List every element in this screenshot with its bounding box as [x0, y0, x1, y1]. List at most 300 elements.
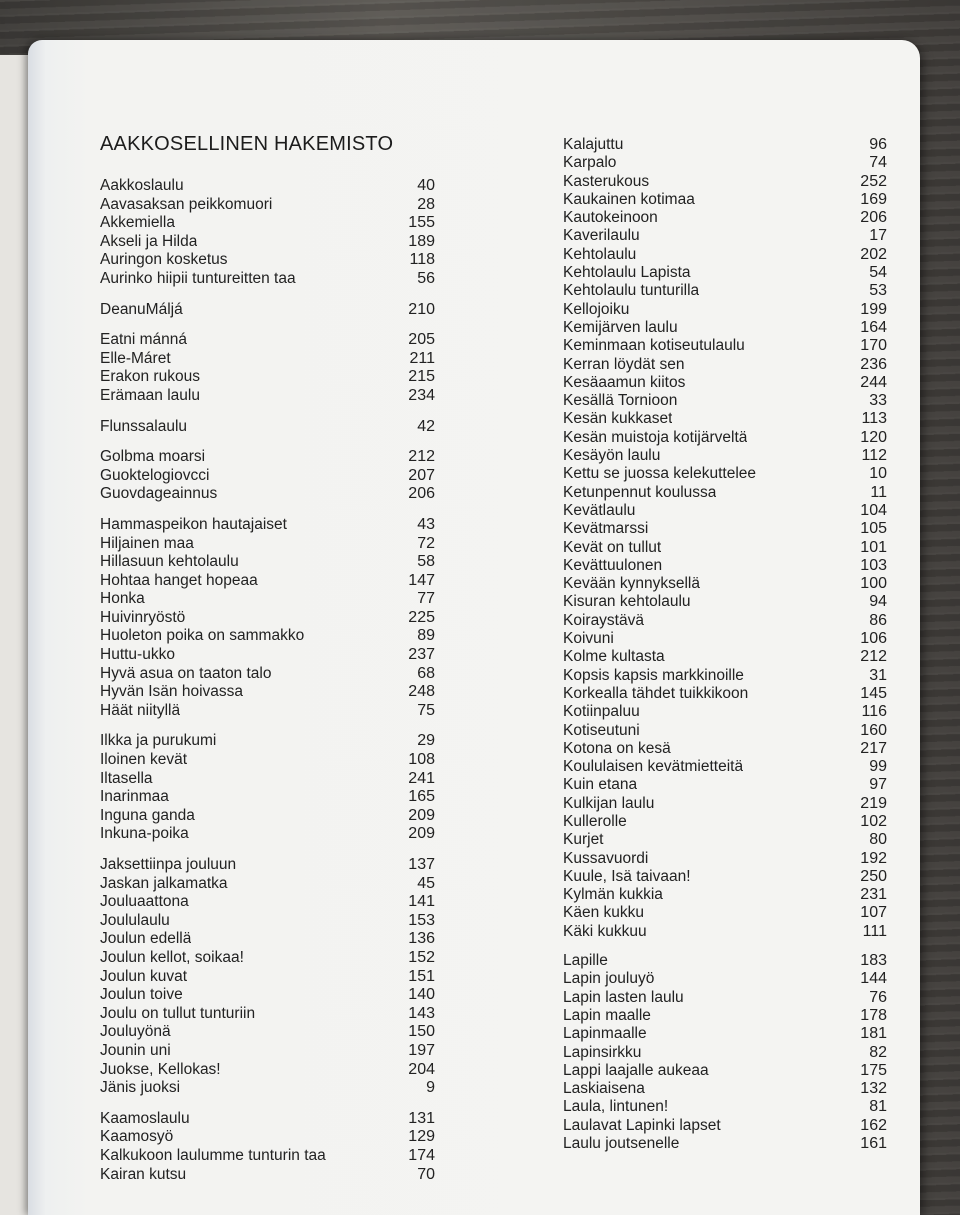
- index-entry: [563, 465, 887, 483]
- index-entry: [100, 590, 435, 609]
- page-number: 170: [860, 337, 887, 355]
- index-entry: [563, 484, 887, 502]
- index-entry: [563, 301, 887, 319]
- page-number: 248: [408, 683, 435, 701]
- song-title: Kellojoiku: [563, 300, 630, 318]
- page-number: 94: [869, 593, 887, 611]
- index-entry: [100, 331, 435, 350]
- index-entry: [100, 251, 435, 270]
- index-group: [100, 1110, 435, 1184]
- song-title: Honka: [100, 590, 145, 608]
- song-title: Hammaspeikon hautajaiset: [100, 515, 287, 533]
- page-number: 108: [408, 751, 435, 769]
- song-title: Ilkka ja purukumi: [100, 732, 217, 750]
- song-title: Keminmaan kotiseutulaulu: [563, 337, 745, 355]
- song-title: Kevään kynnyksellä: [563, 575, 700, 593]
- page-number: 120: [860, 428, 887, 446]
- page-number: 152: [408, 948, 435, 966]
- page-number: 206: [408, 485, 435, 503]
- page-number: 76: [869, 988, 887, 1006]
- index-entry: [100, 1079, 435, 1098]
- index-entry: [563, 593, 887, 611]
- page-number: 56: [417, 269, 435, 287]
- index-entry: [100, 893, 435, 912]
- song-title: Koululaisen kevätmietteitä: [563, 758, 744, 776]
- index-entry: [100, 233, 435, 252]
- index-entry: [563, 1117, 887, 1135]
- page-number: 209: [408, 806, 435, 824]
- song-title: Kuule, Isä taivaan!: [563, 867, 691, 885]
- page-number: 212: [860, 648, 887, 666]
- index-entry: [563, 886, 887, 904]
- song-title: Laula, lintunen!: [563, 1098, 669, 1116]
- song-title: Kevätlaulu: [563, 501, 636, 519]
- page-number: 97: [869, 776, 887, 794]
- index-entry: [100, 270, 435, 289]
- page-number: 17: [869, 227, 887, 245]
- song-title: Hillasuun kehtolaulu: [100, 553, 239, 571]
- page-number: 231: [860, 886, 887, 904]
- index-entry: [563, 722, 887, 740]
- page-number: 131: [408, 1109, 435, 1127]
- page-number: 197: [408, 1041, 435, 1059]
- song-title: Kisuran kehtolaulu: [563, 593, 691, 611]
- index-entry: [563, 429, 887, 447]
- page-number: 199: [860, 300, 887, 318]
- page-number: 10: [869, 465, 887, 483]
- song-title: Kuin etana: [563, 776, 638, 794]
- index-group: [100, 418, 435, 437]
- song-title: Kesällä Tornioon: [563, 392, 678, 410]
- index-entry: [563, 154, 887, 172]
- index-group: [100, 177, 435, 289]
- page-number: 106: [860, 630, 887, 648]
- page-number: 101: [860, 538, 887, 556]
- song-title: Kotiseutuni: [563, 721, 640, 739]
- index-entry: [100, 702, 435, 721]
- index-entry: [563, 209, 887, 227]
- index-entry: [100, 627, 435, 646]
- index-entry: [100, 1147, 435, 1166]
- page-number: 53: [869, 282, 887, 300]
- page-number: 181: [860, 1025, 887, 1043]
- song-title: Lapinsirkku: [563, 1043, 642, 1061]
- index-entry: [563, 703, 887, 721]
- index-entry: [100, 751, 435, 770]
- index-group: [563, 952, 887, 1153]
- index-entry: [563, 970, 887, 988]
- index-entry: [100, 646, 435, 665]
- song-title: Aakkoslaulu: [100, 177, 184, 194]
- song-title: Guoktelogiovcci: [100, 466, 210, 484]
- song-title: Kehtolaulu Lapista: [563, 264, 691, 282]
- index-entry: [563, 136, 887, 154]
- page-number: 140: [408, 986, 435, 1004]
- song-title: Kerran löydät sen: [563, 355, 685, 373]
- index-entry: [563, 447, 887, 465]
- page-number: 161: [860, 1135, 887, 1153]
- song-title: Hyvän Isän hoivassa: [100, 683, 244, 701]
- song-title: Hohtaa hanget hopeaa: [100, 571, 258, 589]
- song-title: Eatni mánná: [100, 331, 188, 349]
- song-title: Kurjet: [563, 831, 604, 849]
- page-number: 215: [408, 368, 435, 386]
- song-title: Käki kukkuu: [563, 922, 647, 940]
- song-title: Kalkukoon laulumme tunturin taa: [100, 1146, 326, 1164]
- page-number: 72: [417, 534, 435, 552]
- song-title: Joulu on tullut tunturiin: [100, 1004, 256, 1022]
- song-title: Kullerolle: [563, 812, 627, 830]
- page-number: 144: [860, 970, 887, 988]
- song-title: Laskiaisena: [563, 1080, 645, 1098]
- song-title: Kautokeinoon: [563, 209, 658, 227]
- page-number: 77: [417, 590, 435, 608]
- song-title: Inkuna-poika: [100, 825, 189, 843]
- song-title: Koivuni: [563, 630, 614, 648]
- page-number: 75: [417, 701, 435, 719]
- index-entry: [563, 173, 887, 191]
- page-number: 202: [860, 245, 887, 263]
- page-number: 234: [408, 386, 435, 404]
- page-number: 33: [869, 392, 887, 410]
- song-title: Kesäaamun kiitos: [563, 373, 686, 391]
- page-number: 225: [408, 608, 435, 626]
- song-title: Jänis juoksi: [100, 1079, 181, 1097]
- page-number: 9: [426, 1079, 435, 1097]
- index-entry: [563, 1098, 887, 1116]
- index-entry: [563, 1044, 887, 1062]
- song-title: Guovdageainnus: [100, 485, 218, 503]
- song-title: Flunssalaulu: [100, 417, 188, 435]
- page-number: 192: [860, 849, 887, 867]
- song-title: Huttu-ukko: [100, 646, 175, 664]
- song-title: Golbma moarsi: [100, 448, 206, 466]
- page-number: 189: [408, 232, 435, 250]
- page-number: 236: [860, 355, 887, 373]
- song-title: Elle-Máret: [100, 349, 171, 367]
- index-entry: [563, 1025, 887, 1043]
- index-entry: [563, 1062, 887, 1080]
- index-entry: [563, 502, 887, 520]
- song-title: Korkealla tähdet tuikkikoon: [563, 684, 749, 702]
- song-title: Kehtolaulu tunturilla: [563, 282, 700, 300]
- song-title: Kevättuulonen: [563, 556, 663, 574]
- page-number: 241: [408, 769, 435, 787]
- index-entry: [563, 1080, 887, 1098]
- page-number: 151: [408, 967, 435, 985]
- index-entry: [100, 1042, 435, 1061]
- index-entry: [563, 989, 887, 1007]
- song-title: Jouluyönä: [100, 1023, 171, 1041]
- page-number: 11: [870, 483, 887, 501]
- song-title: Hiljainen maa: [100, 534, 194, 552]
- index-column-right: [563, 136, 887, 1164]
- song-title: Jaksettiinpa jouluun: [100, 856, 237, 873]
- song-title: Kulkijan laulu: [563, 794, 655, 812]
- song-title: Kevätmarssi: [563, 520, 649, 538]
- song-title: Lapille: [563, 952, 608, 970]
- page-number: 96: [869, 136, 887, 153]
- index-entry: [563, 831, 887, 849]
- index-entry: [100, 467, 435, 486]
- song-title: Erämaan laulu: [100, 386, 200, 404]
- index-entry: [563, 740, 887, 758]
- song-title: Huivinryöstö: [100, 608, 186, 626]
- index-entry: [100, 214, 435, 233]
- index-entry: [563, 795, 887, 813]
- song-title: Kesäyön laulu: [563, 447, 661, 465]
- song-title: Huoleton poika on sammakko: [100, 627, 305, 645]
- page-number: 155: [408, 214, 435, 232]
- page-number: 183: [860, 952, 887, 970]
- page-number: 107: [860, 904, 887, 922]
- page-number: 206: [860, 209, 887, 227]
- index-entry: [563, 667, 887, 685]
- song-title: Aurinko hiipii tuntureitten taa: [100, 269, 296, 287]
- index-group: [100, 516, 435, 721]
- page-number: 136: [408, 930, 435, 948]
- index-entry: [563, 191, 887, 209]
- page-number: 28: [417, 195, 435, 213]
- index-entry: [100, 683, 435, 702]
- page-number: 219: [860, 794, 887, 812]
- page-number: 45: [417, 874, 435, 892]
- index-entry: [563, 520, 887, 538]
- song-title: Jaskan jalkamatka: [100, 874, 228, 892]
- page-number: 204: [408, 1060, 435, 1078]
- index-entry: [563, 1007, 887, 1025]
- index-entry: [100, 930, 435, 949]
- page-number: 212: [408, 448, 435, 466]
- song-title: Kevät on tullut: [563, 538, 662, 556]
- song-title: Juokse, Kellokas!: [100, 1060, 221, 1078]
- song-title: Lapin jouluyö: [563, 970, 655, 988]
- page-number: 175: [860, 1061, 887, 1079]
- song-title: Joulun edellä: [100, 930, 192, 948]
- song-title: Erakon rukous: [100, 368, 200, 386]
- index-entry: [100, 949, 435, 968]
- song-title: Jouluaattona: [100, 893, 189, 911]
- index-entry: [100, 1166, 435, 1185]
- index-entry: [100, 1023, 435, 1042]
- index-entry: [100, 301, 435, 320]
- page-number: 147: [408, 571, 435, 589]
- page-number: 244: [860, 373, 887, 391]
- song-title: Kotiinpaluu: [563, 703, 640, 721]
- page-number: 141: [408, 893, 435, 911]
- index-entry: [100, 856, 435, 875]
- song-title: Akkemiella: [100, 214, 175, 232]
- page-number: 100: [860, 575, 887, 593]
- index-group: [563, 136, 887, 941]
- index-entry: [100, 825, 435, 844]
- index-entry: [563, 776, 887, 794]
- page-number: 178: [860, 1006, 887, 1024]
- index-entry: [100, 968, 435, 987]
- song-title: Kaverilaulu: [563, 227, 640, 245]
- song-title: Joulun toive: [100, 986, 183, 1004]
- song-title: Kussavuordi: [563, 849, 649, 867]
- index-entry: [100, 807, 435, 826]
- page-number: 89: [417, 627, 435, 645]
- index-entry: [100, 368, 435, 387]
- index-entry: [100, 535, 435, 554]
- index-entry: [563, 923, 887, 941]
- page-number: 211: [409, 349, 435, 367]
- index-entry: [563, 356, 887, 374]
- song-title: Aavasaksan peikkomuori: [100, 195, 273, 213]
- index-entry: [563, 392, 887, 410]
- page-number: 82: [869, 1043, 887, 1061]
- index-entry: [563, 612, 887, 630]
- song-title: Kemijärven laulu: [563, 318, 678, 336]
- index-group: [100, 856, 435, 1098]
- index-entry: [563, 868, 887, 886]
- index-entry: [100, 553, 435, 572]
- song-title: Kesän kukkaset: [563, 410, 673, 428]
- page-number: 237: [408, 646, 435, 664]
- index-entry: [100, 609, 435, 628]
- index-entry: [563, 374, 887, 392]
- index-heading: AAKKOSELLINEN HAKEMISTO: [100, 133, 394, 155]
- index-group: [100, 448, 435, 504]
- song-title: Kasterukous: [563, 172, 650, 190]
- index-entry: [563, 850, 887, 868]
- song-title: Iloinen kevät: [100, 751, 188, 769]
- index-entry: [563, 246, 887, 264]
- index-group: [100, 301, 435, 320]
- page-number: 31: [869, 666, 887, 684]
- index-entry: [100, 788, 435, 807]
- page-number: 42: [417, 417, 435, 435]
- index-entry: [563, 227, 887, 245]
- song-title: Koiraystävä: [563, 611, 644, 629]
- song-title: Kalajuttu: [563, 136, 624, 153]
- song-title: Ketunpennut koulussa: [563, 483, 717, 501]
- page-number: 29: [417, 732, 435, 750]
- song-title: Käen kukku: [563, 904, 644, 922]
- index-entry: [563, 904, 887, 922]
- song-title: Lapinmaalle: [563, 1025, 647, 1043]
- index-entry: [100, 387, 435, 406]
- song-title: Kopsis kapsis markkinoille: [563, 666, 744, 684]
- index-entry: [100, 732, 435, 751]
- index-entry: [100, 1128, 435, 1147]
- song-title: Kolme kultasta: [563, 648, 665, 666]
- song-title: Kaamosyö: [100, 1128, 174, 1146]
- song-title: Kairan kutsu: [100, 1165, 187, 1183]
- page-number: 58: [417, 553, 435, 571]
- page-number: 54: [869, 264, 887, 282]
- page-number: 112: [861, 447, 887, 465]
- page-number: 132: [860, 1080, 887, 1098]
- song-title: DeanuMáljá: [100, 300, 183, 318]
- index-entry: [100, 516, 435, 535]
- index-entry: [563, 557, 887, 575]
- facing-page-edge: [0, 55, 31, 1215]
- index-entry: [563, 539, 887, 557]
- song-title: Kaukainen kotimaa: [563, 190, 695, 208]
- song-title: Kaamoslaulu: [100, 1109, 190, 1127]
- page-number: 80: [869, 831, 887, 849]
- index-entry: [563, 813, 887, 831]
- page-number: 145: [860, 684, 887, 702]
- index-entry: [100, 485, 435, 504]
- song-title: Joulun kuvat: [100, 967, 188, 985]
- index-entry: [100, 572, 435, 591]
- page-number: 70: [417, 1165, 435, 1183]
- song-title: Kylmän kukkia: [563, 886, 663, 904]
- page-number: 210: [408, 300, 435, 318]
- index-entry: [563, 319, 887, 337]
- page-number: 103: [860, 556, 887, 574]
- page-number: 113: [861, 410, 887, 428]
- index-entry: [100, 448, 435, 467]
- index-entry: [563, 630, 887, 648]
- index-entry: [100, 665, 435, 684]
- page-number: 99: [869, 758, 887, 776]
- page-number: 209: [408, 825, 435, 843]
- page-number: 137: [408, 856, 435, 873]
- index-entry: [100, 1110, 435, 1129]
- page-number: 217: [860, 739, 887, 757]
- song-title: Jounin uni: [100, 1041, 171, 1059]
- index-entry: [100, 770, 435, 789]
- index-entry: [100, 196, 435, 215]
- index-entry: [100, 418, 435, 437]
- index-group: [100, 331, 435, 405]
- page-number: 164: [860, 318, 887, 336]
- page-number: 68: [417, 664, 435, 682]
- page-number: 205: [408, 331, 435, 349]
- index-entry: [563, 575, 887, 593]
- song-title: Akseli ja Hilda: [100, 232, 198, 250]
- index-column-left: [100, 177, 435, 1196]
- index-entry: [100, 1061, 435, 1080]
- song-title: Auringon kosketus: [100, 251, 228, 269]
- page-number: 169: [860, 190, 887, 208]
- index-group: [100, 732, 435, 844]
- index-entry: [100, 986, 435, 1005]
- song-title: Joulun kellot, soikaa!: [100, 948, 244, 966]
- song-title: Iltasella: [100, 769, 153, 787]
- page-number: 150: [408, 1023, 435, 1041]
- page-number: 250: [860, 867, 887, 885]
- song-title: Lapin lasten laulu: [563, 988, 684, 1006]
- index-entry: [563, 282, 887, 300]
- song-title: Häät niityllä: [100, 701, 181, 719]
- song-title: Inguna ganda: [100, 806, 195, 824]
- song-title: Kesän muistoja kotijärveltä: [563, 428, 748, 446]
- page-number: 102: [860, 812, 887, 830]
- song-title: Kettu se juossa kelekuttelee: [563, 465, 757, 483]
- page-number: 116: [861, 703, 887, 721]
- page-number: 40: [417, 177, 435, 194]
- index-entry: [563, 758, 887, 776]
- page-number: 118: [409, 251, 435, 269]
- page-number: 111: [862, 922, 887, 940]
- index-entry: [563, 648, 887, 666]
- page-number: 174: [408, 1146, 435, 1164]
- song-title: Joululaulu: [100, 911, 170, 929]
- page-number: 162: [860, 1116, 887, 1134]
- page-number: 104: [860, 501, 887, 519]
- song-title: Kehtolaulu: [563, 245, 637, 263]
- song-title: Laulu joutsenelle: [563, 1135, 680, 1153]
- page-number: 105: [860, 520, 887, 538]
- index-entry: [100, 875, 435, 894]
- song-title: Laulavat Lapinki lapset: [563, 1116, 721, 1134]
